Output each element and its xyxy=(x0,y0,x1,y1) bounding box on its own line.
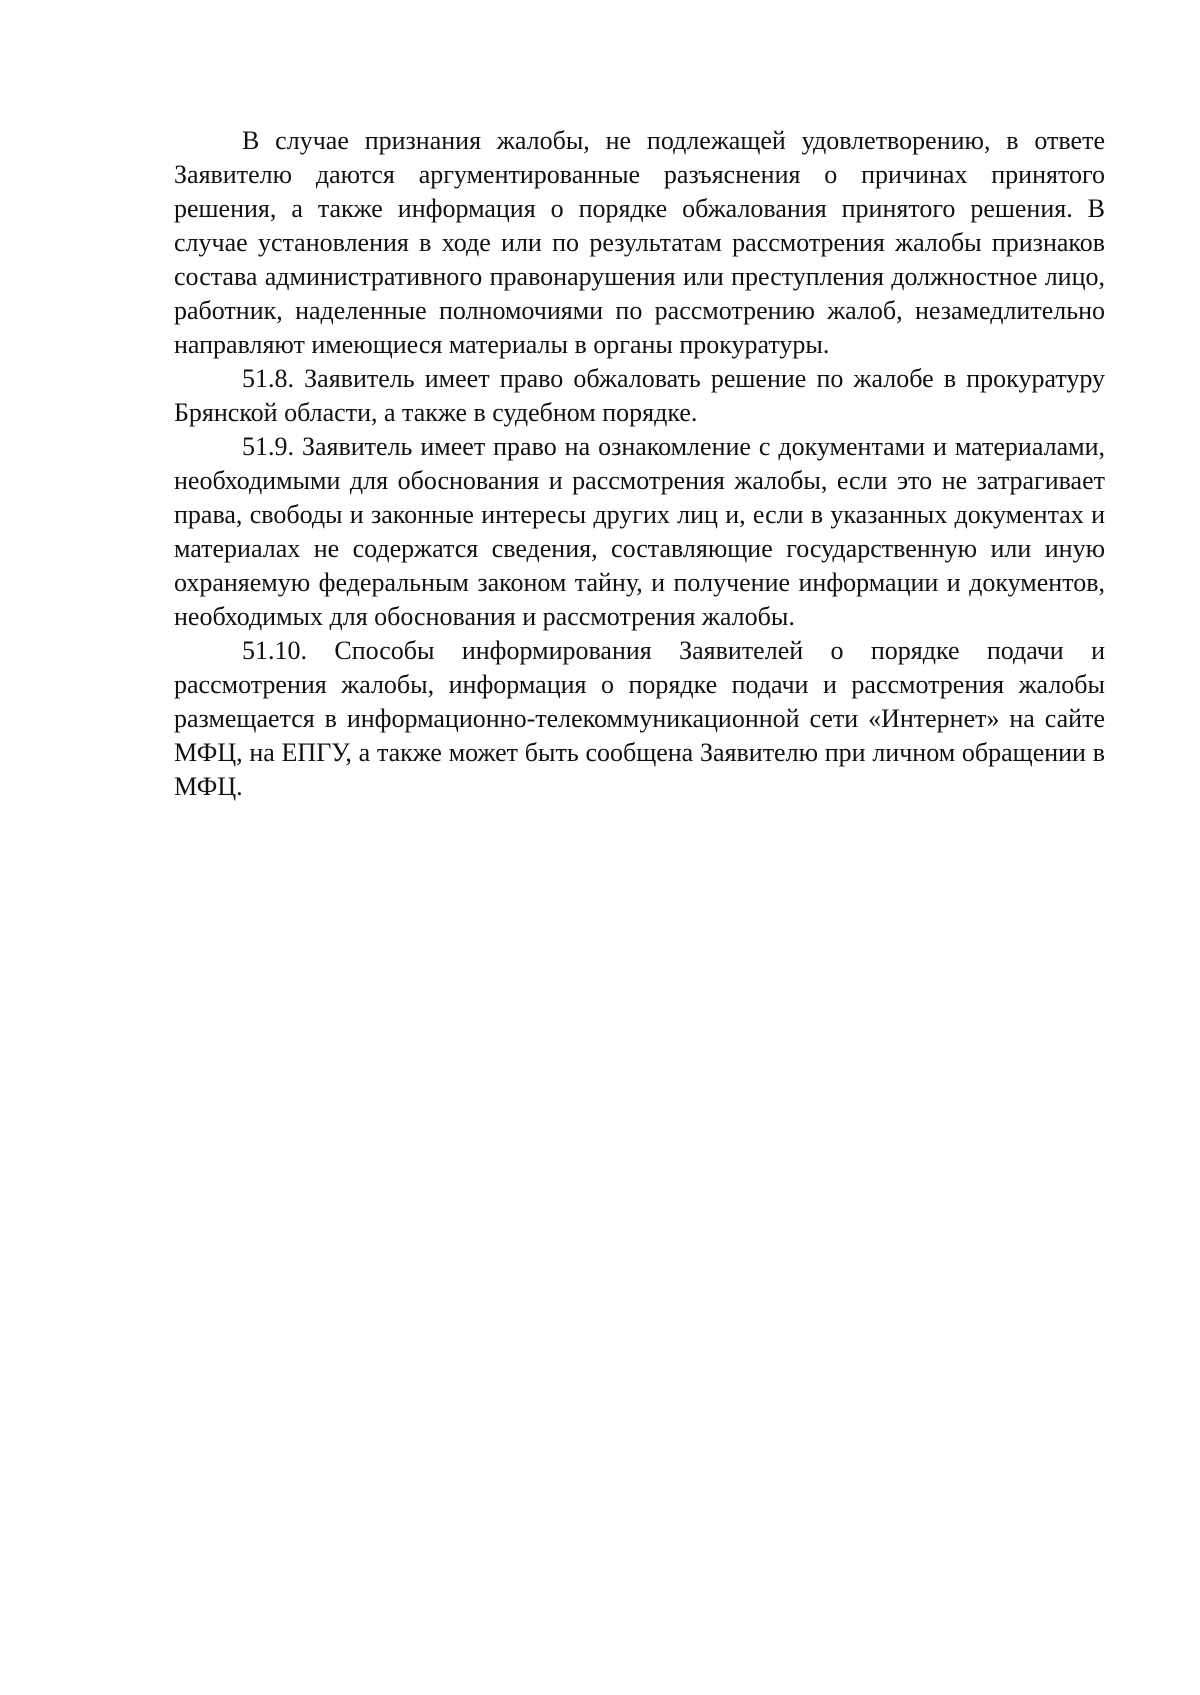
paragraph-complaint-rejection: В случае признания жалобы, не подлежащей удовлетворению, в ответе Заявителю даются аргументированные разъяснения о причинах принятого решения, а также информация о порядке обжалования принятого решения. В случае установления в ходе или по результатам рассмотрения жалобы признаков состава административного правонарушения или преступления должностное лицо, работник, наделенные полномочиями по рассмотрению жалоб, незамедлительно направляют имеющиеся материалы в органы прокуратуры. xyxy=(174,126,1105,359)
document-body xyxy=(174,124,1105,804)
paragraph-51-10: 51.10. Способы информирования Заявителей о порядке подачи и рассмотрения жалобы, информация о порядке подачи и рассмотрения жалобы размещается в информационно-телекоммуникационной сети «Интернет» на сайте МФЦ, на ЕПГУ, а также может быть сообщена Заявителю при личном обращении в МФЦ. xyxy=(174,636,1105,801)
paragraph-51-8: 51.8. Заявитель имеет право обжаловать решение по жалобе в прокуратуру Брянской области, а также в судебном порядке. xyxy=(174,364,1105,427)
paragraph-51-9: 51.9. Заявитель имеет право на ознакомление с документами и материалами, необходимыми для обоснования и рассмотрения жалобы, если это не затрагивает права, свободы и законные интересы других лиц и, если в указанных документах и материалах не содержатся сведения, составляющие государственную или иную охраняемую федеральным законом тайну, и получение информации и документов, необходимых для обоснования и рассмотрения жалобы. xyxy=(174,432,1105,631)
